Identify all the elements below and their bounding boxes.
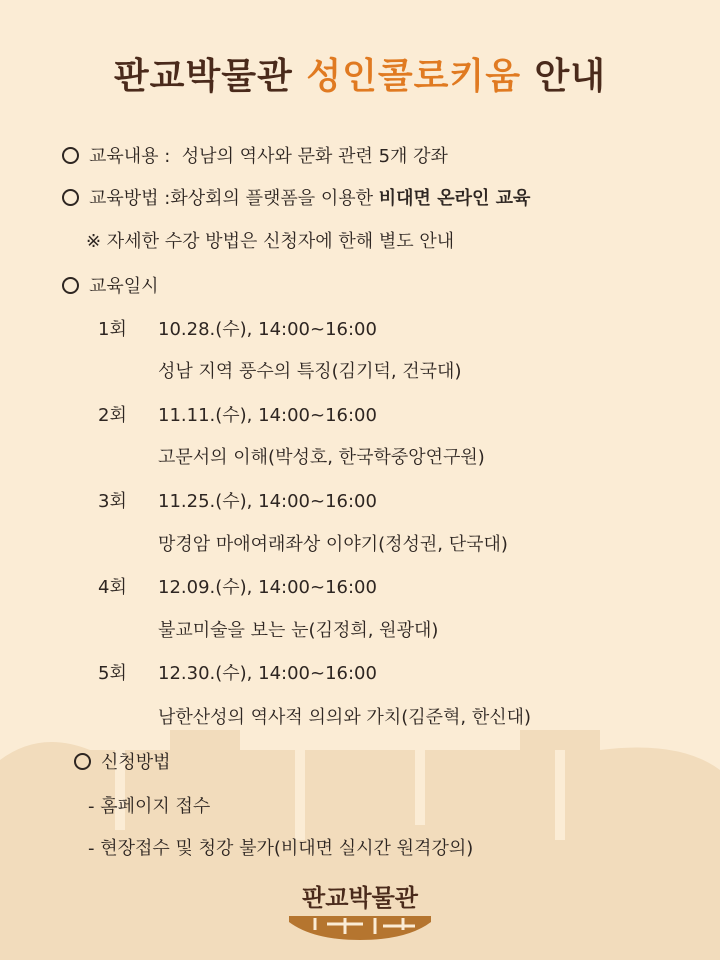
museum-logo-icon	[287, 914, 433, 942]
title-suffix: 안내	[534, 56, 607, 97]
education-method-row	[62, 184, 530, 210]
session-4-date: 12.09.(수), 14:00~16:00	[158, 577, 377, 598]
apply-row	[74, 748, 171, 774]
session-1-date: 10.28.(수), 14:00~16:00	[158, 319, 377, 340]
schedule-label: 교육일시	[89, 276, 159, 297]
apply-item-onsite: - 현장접수 및 청강 불가(비대면 실시간 원격강의)	[88, 838, 474, 859]
session-2-topic: 고문서의 이해(박성호, 한국학중앙연구원)	[158, 447, 485, 468]
education-method-value: 화상회의 플랫폼을 이용한	[170, 188, 379, 209]
session-2-number: 2회	[98, 405, 127, 426]
page-title	[0, 48, 720, 99]
footer-logo-text: 판교박물관	[302, 884, 418, 912]
session-3-topic: 망경암 마애여래좌상 이야기(정성권, 단국대)	[158, 534, 508, 555]
education-content-row	[62, 142, 448, 168]
session-1-number: 1회	[98, 319, 127, 340]
session-5-number: 5회	[98, 663, 127, 684]
circle-bullet-icon	[74, 753, 91, 770]
session-2-date: 11.11.(수), 14:00~16:00	[158, 405, 377, 426]
title-accent: 성인콜로키움	[306, 56, 521, 97]
session-3-date: 11.25.(수), 14:00~16:00	[158, 491, 377, 512]
title-main: 판교박물관	[113, 56, 293, 97]
apply-item-homepage: - 홈페이지 접수	[88, 796, 211, 817]
note-text: ※ 자세한 수강 방법은 신청자에 한해 별도 안내	[86, 231, 455, 252]
session-5-date: 12.30.(수), 14:00~16:00	[158, 663, 377, 684]
apply-label: 신청방법	[101, 752, 171, 773]
session-3-number: 3회	[98, 491, 127, 512]
session-4-topic: 불교미술을 보는 눈(김정희, 원광대)	[158, 620, 439, 641]
education-content-value: 성남의 역사와 문화 관련 5개 강좌	[181, 146, 448, 167]
schedule-row	[62, 272, 159, 298]
session-1-topic: 성남 지역 풍수의 특징(김기덕, 건국대)	[158, 361, 462, 382]
education-method-label: 교육방법 :	[89, 188, 171, 209]
education-method-value-bold: 비대면 온라인 교육	[378, 188, 531, 209]
session-4-number: 4회	[98, 577, 127, 598]
circle-bullet-icon	[62, 277, 79, 294]
circle-bullet-icon	[62, 147, 79, 164]
education-content-label: 교육내용 :	[89, 146, 171, 167]
session-5-topic: 남한산성의 역사적 의의와 가치(김준혁, 한신대)	[158, 707, 532, 728]
circle-bullet-icon	[62, 189, 79, 206]
